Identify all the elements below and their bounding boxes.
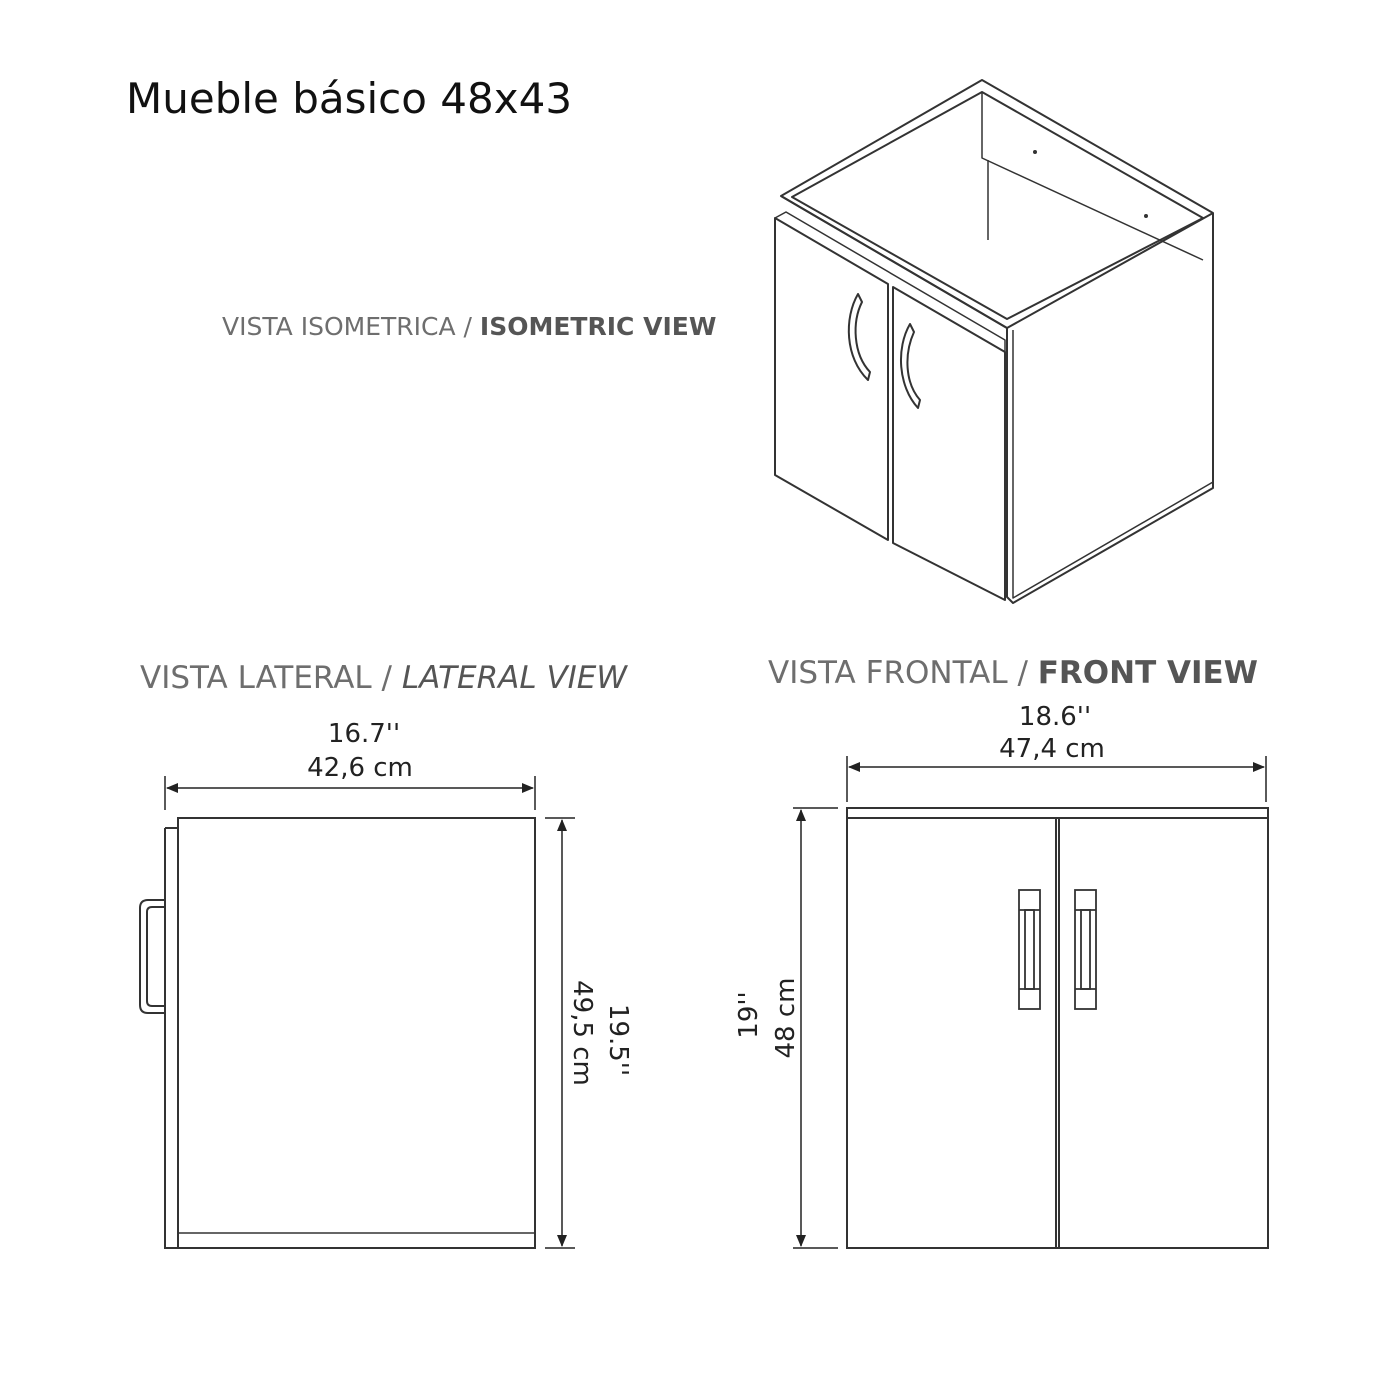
iso-hole-2: [1144, 214, 1148, 218]
iso-right-handle: [901, 324, 920, 408]
front-top-panel: [847, 808, 1268, 818]
isometric-label-es: VISTA ISOMETRICA: [222, 312, 456, 341]
front-label-en: FRONT VIEW: [1037, 655, 1258, 691]
isometric-cabinet-drawing: [775, 80, 1213, 603]
iso-inner-opening: [792, 92, 1203, 319]
front-height-inches: 19'': [734, 991, 764, 1039]
front-label-es: VISTA FRONTAL: [768, 655, 1008, 691]
lateral-height-inches: 19.5'': [603, 1003, 633, 1077]
front-right-handle: [1075, 890, 1096, 1009]
front-width-cm: 47,4 cm: [999, 734, 1105, 764]
iso-hole-1: [1033, 150, 1037, 154]
iso-left-handle: [849, 294, 870, 380]
iso-left-door: [775, 218, 888, 540]
isometric-label-en: ISOMETRIC VIEW: [479, 312, 717, 341]
lateral-label-separator: /: [371, 660, 402, 696]
lateral-height-cm: 49,5 cm: [567, 980, 597, 1086]
iso-body-outline: [781, 80, 1213, 603]
front-body: [847, 818, 1268, 1248]
isometric-label-separator: /: [455, 312, 480, 341]
iso-right-door: [893, 287, 1005, 600]
lateral-label-en: LATERAL VIEW: [401, 660, 628, 696]
front-cabinet-drawing: [847, 808, 1268, 1248]
front-label-separator: /: [1007, 655, 1038, 691]
front-height-cm: 48 cm: [771, 977, 801, 1059]
front-width-inches: 18.6'': [1018, 702, 1092, 732]
lateral-width-inches: 16.7'': [327, 719, 401, 749]
lateral-width-cm: 42,6 cm: [307, 753, 413, 783]
lateral-label-es: VISTA LATERAL: [140, 660, 372, 696]
lateral-side-panel: [178, 818, 535, 1248]
iso-side-panel: [1013, 330, 1213, 598]
lateral-cabinet-drawing: [140, 818, 535, 1248]
iso-top-front-edge: [781, 196, 1213, 328]
page-title: Mueble básico 48x43: [126, 74, 573, 123]
lateral-handle: [140, 900, 165, 1013]
lateral-door-edge: [165, 828, 178, 1248]
front-left-handle: [1019, 890, 1040, 1009]
